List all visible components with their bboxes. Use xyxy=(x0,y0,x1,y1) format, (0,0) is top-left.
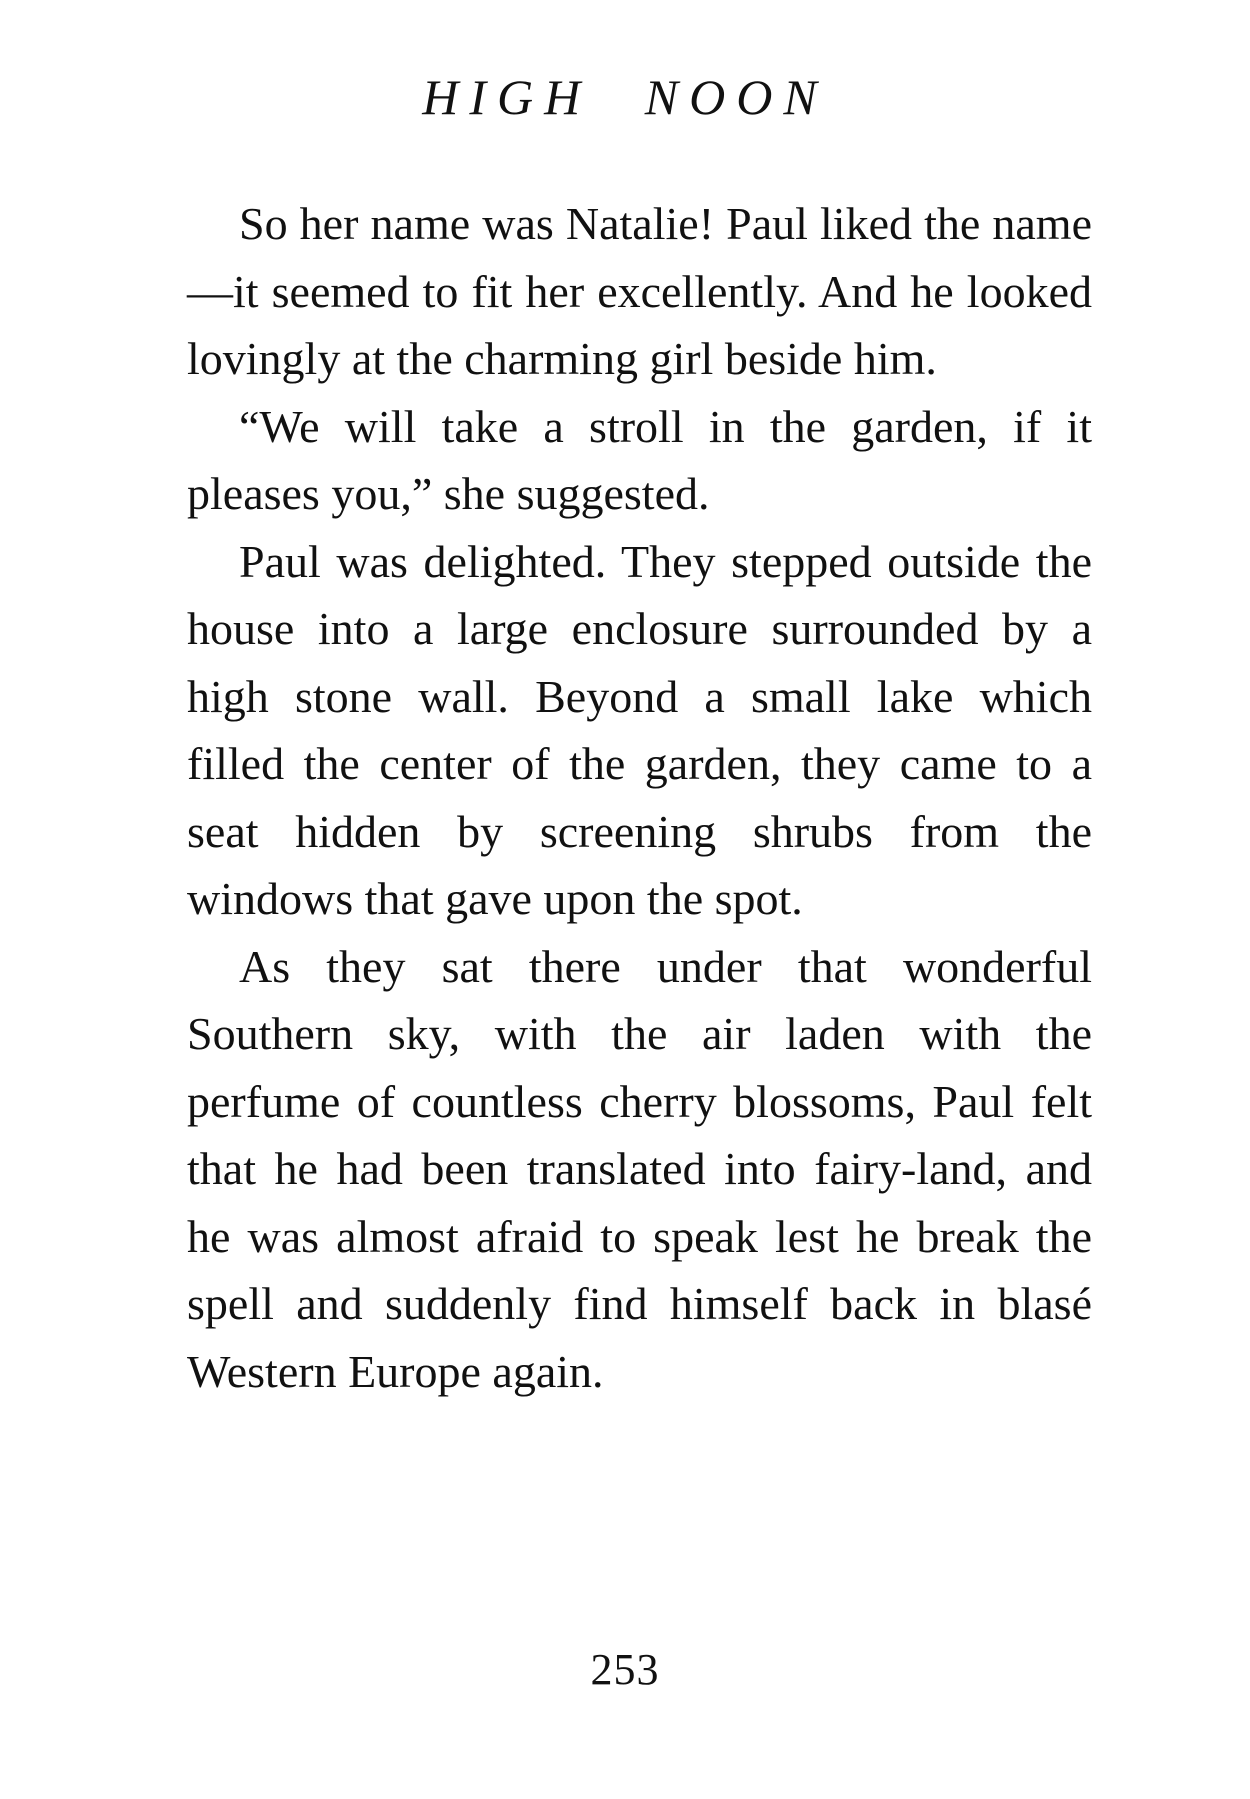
paragraph-4: As they sat there under that wonderful Southern sky, with the air laden with the perfume of countless cherry blossoms, Paul felt that he had been translated into fairy-land, and he was almost afraid to speak lest he break the spell and suddenly find himself back in blasé Western Europe again. xyxy=(187,940,1092,1397)
paragraph-1: So her name was Natalie! Paul liked the name—it seemed to fit her excellently. And he looked lovingly at the charming girl beside him. xyxy=(187,198,1092,384)
page-number: 253 xyxy=(590,1645,660,1694)
body-text xyxy=(187,190,1092,1405)
paragraph-2: “We will take a stroll in the garden, if it pleases you,” she suggested. xyxy=(187,400,1092,519)
running-head: HIGH NOON xyxy=(422,69,828,125)
paragraph-3: Paul was delighted. They stepped outside the house into a large enclosure surrounded by a high stone wall. Beyond a small lake which filled the center of the garden, they came to a seat hidden by screening shrubs from the windows that gave upon the spot. xyxy=(187,535,1092,924)
